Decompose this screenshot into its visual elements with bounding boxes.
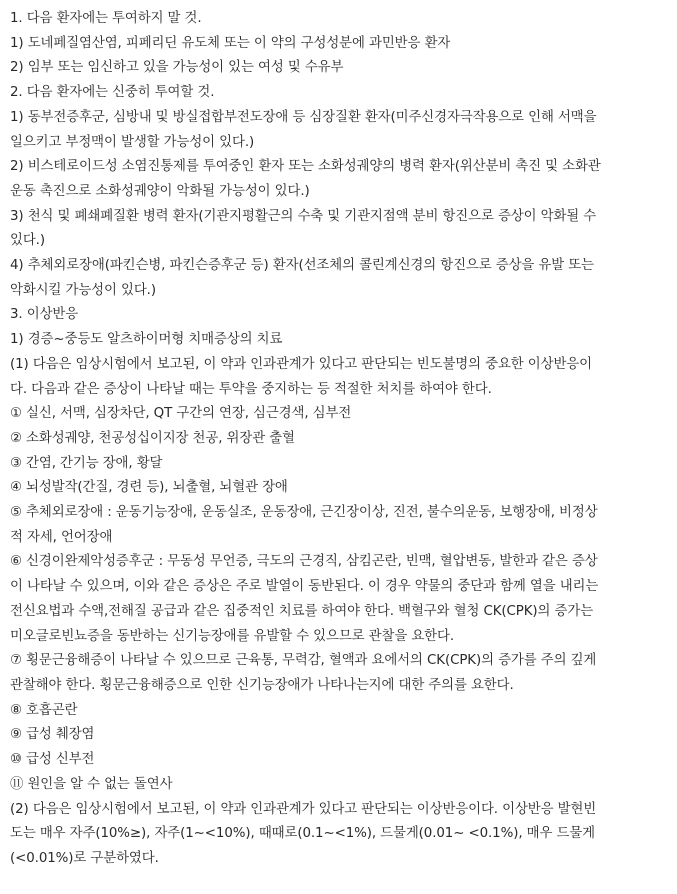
text-line: 미오글로빈뇨증을 동반하는 신기능장애를 유발할 수 있으므로 관찰을 요한다. xyxy=(10,628,454,644)
text-line: 3. 이상반응 xyxy=(10,307,79,323)
text-line: ⑥ 신경이완제악성증후군 : 무동성 무언증, 극도의 근경직, 삼킴곤란, 빈맥, 혈압변동, 발한과 같은 증상 xyxy=(10,554,598,570)
text-line: ① 실신, 서맥, 심장차단, QT 구간의 연장, 심근경색, 심부전 xyxy=(10,406,352,422)
text-line: ④ 뇌성발작(간질, 경련 등), 뇌출혈, 뇌혈관 장애 xyxy=(10,480,288,496)
text-line: ⑧ 호흡곤란 xyxy=(10,702,78,718)
text-line: 2) 임부 또는 임신하고 있을 가능성이 있는 여성 및 수유부 xyxy=(10,60,344,76)
text-line: ⑪ 원인을 알 수 없는 돌연사 xyxy=(10,776,173,792)
text-line: 도는 매우 자주(10%≥), 자주(1~<10%), 때때로(0.1~<1%), 드물게(0.01~ <0.1%), 매우 드물게 xyxy=(10,826,595,842)
text-line: 이 나타날 수 있으며, 이와 같은 증상은 주로 발열이 동반된다. 이 경우 약물의 중단과 함께 열을 내리는 xyxy=(10,579,599,595)
text-line: 1) 도네페질염산염, 피페리딘 유도체 또는 이 약의 구성성분에 과민반응 환자 xyxy=(10,35,451,51)
text-line: 2) 비스테로이드성 소염진통제를 투여중인 환자 또는 소화성궤양의 병력 환자(위산분비 촉진 및 소화관 xyxy=(10,159,601,175)
text-line: 전신요법과 수액,전해질 공급과 같은 집중적인 치료를 하여야 한다. 백혈구와 혈청 CK(CPK)의 증가는 xyxy=(10,603,594,619)
text-line: 관찰해야 한다. 횡문근융해증으로 인한 신기능장애가 나타나는지에 대한 주의를 요한다. xyxy=(10,677,514,693)
text-line: 다. 다음과 같은 증상이 나타날 때는 투약을 중지하는 등 적절한 처치를 하여야 한다. xyxy=(10,381,492,397)
text-line: ② 소화성궤양, 천공성십이지장 천공, 위장관 출혈 xyxy=(10,430,295,446)
text-line: ③ 간염, 간기능 장애, 황달 xyxy=(10,455,163,471)
text-line: ⑦ 횡문근융해증이 나타날 수 있으므로 근육통, 무력감, 혈액과 요에서의 CK(CPK)의 증가를 주의 깊게 xyxy=(10,653,597,669)
text-line: (2) 다음은 임상시험에서 보고된, 이 약과 인과관계가 있다고 판단되는 이상반응이다. 이상반응 발현빈 xyxy=(10,801,597,817)
text-line: ⑤ 추체외로장애 : 운동기능장애, 운동실조, 운동장애, 근긴장이상, 진전, 불수의운동, 보행장애, 비정상 xyxy=(10,505,598,521)
text-line: ⑨ 급성 췌장염 xyxy=(10,727,95,743)
text-line: (1) 다음은 임상시험에서 보고된, 이 약과 인과관계가 있다고 판단되는 빈도불명의 중요한 이상반응이 xyxy=(10,356,592,372)
text-line: 1) 동부전증후군, 심방내 및 방실접합부전도장애 등 심장질환 환자(미주신경자극작용으로 인해 서맥을 xyxy=(10,109,597,125)
text-line: 있다.) xyxy=(10,233,45,249)
text-line: ⑩ 급성 신부전 xyxy=(10,752,95,768)
text-line: 악화시킬 가능성이 있다.) xyxy=(10,282,156,298)
text-line: 1) 경증~중등도 알츠하이머형 치매증상의 치료 xyxy=(10,332,283,348)
text-line: 3) 천식 및 폐쇄폐질환 병력 환자(기관지평활근의 수축 및 기관지점액 분비 항진으로 증상이 악화될 수 xyxy=(10,208,597,224)
text-line: 적 자세, 언어장애 xyxy=(10,529,113,545)
text-line: 2. 다음 환자에는 신중히 투여할 것. xyxy=(10,85,215,101)
text-line: 운동 촉진으로 소화성궤양이 악화될 가능성이 있다.) xyxy=(10,183,310,199)
text-line: 일으키고 부정맥이 발생할 가능성이 있다.) xyxy=(10,134,255,150)
text-line: (<0.01%)로 구분하였다. xyxy=(10,850,159,866)
text-line: 4) 추체외로장애(파킨슨병, 파킨슨증후군 등) 환자(선조체의 콜린계신경의 항진으로 증상을 유발 또는 xyxy=(10,258,594,274)
text-line: 1. 다음 환자에는 투여하지 말 것. xyxy=(10,11,202,26)
